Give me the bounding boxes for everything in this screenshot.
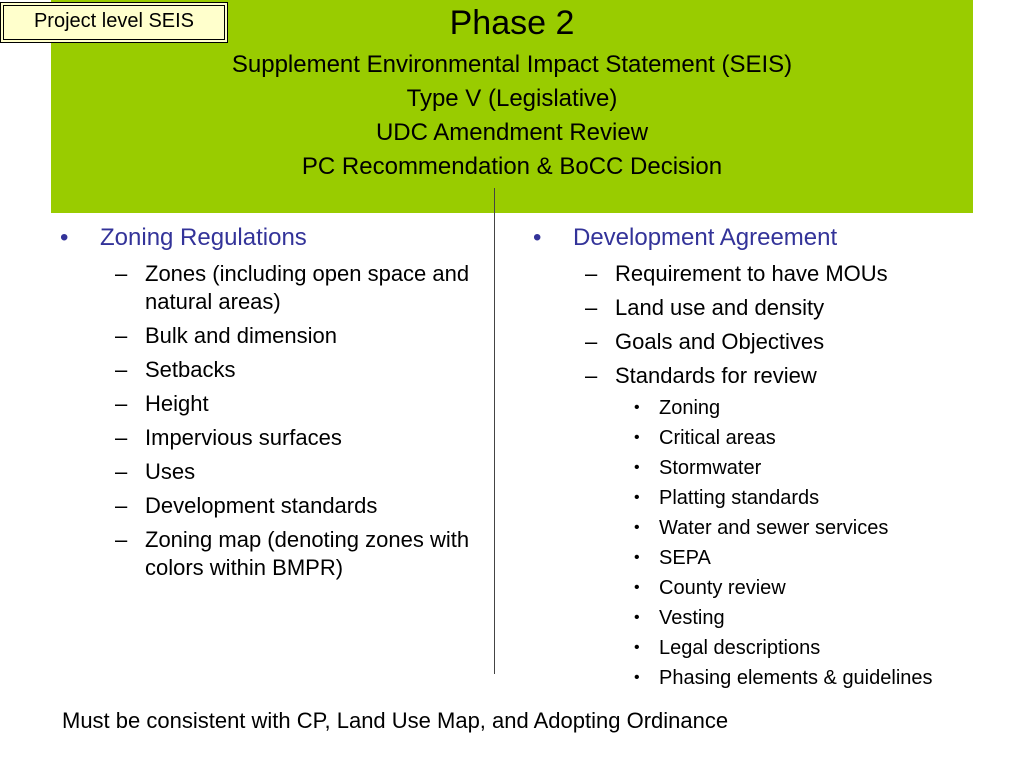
left-heading: [60, 221, 490, 254]
dash-icon: –: [115, 493, 128, 518]
bullet-icon: •: [634, 429, 640, 446]
sub-list-item: [533, 546, 973, 570]
list-item-label: Uses: [145, 459, 196, 484]
dash-icon: –: [115, 459, 128, 484]
list-item: [60, 424, 490, 452]
sub-list-item-label: Stormwater: [659, 457, 762, 479]
subtitle-line: Type V (Legislative): [406, 85, 618, 112]
bullet-icon: •: [634, 459, 640, 476]
footer-note: Must be consistent with CP, Land Use Map, and Adopting Ordinance: [62, 708, 729, 733]
list-item: [60, 356, 490, 384]
dash-icon: –: [585, 295, 598, 320]
bullet-icon: •: [533, 224, 542, 251]
sub-list-item: [533, 396, 973, 420]
list-item: [533, 362, 973, 390]
bullet-icon: •: [60, 224, 69, 251]
sub-list-item-label: Platting standards: [659, 487, 820, 509]
dash-icon: –: [115, 261, 128, 286]
dash-icon: –: [115, 357, 128, 382]
list-item-label: Goals and Objectives: [615, 329, 825, 354]
column-divider: [494, 188, 495, 674]
bullet-icon: •: [634, 669, 640, 686]
slide-subtitle: [51, 48, 973, 184]
sub-list-item: [533, 426, 973, 450]
list-item-label: Bulk and dimension: [145, 323, 338, 348]
bullet-icon: •: [634, 489, 640, 506]
sub-list-item: [533, 456, 973, 480]
bullet-icon: •: [634, 549, 640, 566]
list-item: [60, 322, 490, 350]
bullet-icon: •: [634, 399, 640, 416]
sub-list-item-label: SEPA: [659, 547, 711, 569]
dash-icon: –: [585, 329, 598, 354]
sub-list-item-label: County review: [659, 577, 786, 599]
sub-list-item: [533, 666, 973, 690]
subtitle-line: UDC Amendment Review: [375, 119, 649, 146]
bullet-icon: •: [634, 519, 640, 536]
list-item: [60, 458, 490, 486]
sub-list-item-label: Vesting: [659, 607, 725, 629]
list-item-label: Zones (including open space and natural areas): [145, 261, 470, 314]
left-column: [60, 221, 490, 582]
list-item-label: Height: [145, 391, 209, 416]
sub-list-item-label: Water and sewer services: [659, 517, 889, 539]
bullet-icon: •: [634, 579, 640, 596]
sub-list-item: [533, 606, 973, 630]
dash-icon: –: [585, 363, 598, 388]
list-item-label: Land use and density: [615, 295, 825, 320]
list-item-label: Setbacks: [145, 357, 236, 382]
dash-icon: –: [115, 527, 128, 552]
list-item-label: Standards for review: [615, 363, 817, 388]
bullet-icon: •: [634, 609, 640, 626]
sub-list-item: [533, 486, 973, 510]
list-item: [60, 390, 490, 418]
list-item-label: Zoning map (denoting zones with colors within BMPR): [145, 527, 470, 580]
dash-icon: –: [115, 323, 128, 348]
sub-list-item-label: Critical areas: [659, 427, 776, 449]
left-heading-label: Zoning Regulations: [100, 224, 307, 251]
sub-list-item: [533, 516, 973, 540]
slide-title: Phase 2: [449, 4, 575, 42]
project-level-badge: Project level SEIS: [0, 2, 228, 43]
dash-icon: –: [115, 425, 128, 450]
sub-list-item-label: Zoning: [659, 397, 721, 419]
subtitle-line: PC Recommendation & BoCC Decision: [301, 153, 723, 180]
subtitle-line: Supplement Environmental Impact Statement (SEIS): [231, 51, 793, 78]
list-item: [533, 294, 973, 322]
list-item: [533, 328, 973, 356]
right-heading-label: Development Agreement: [573, 224, 838, 251]
sub-list-item-label: Phasing elements & guidelines: [659, 667, 933, 689]
list-item-label: Impervious surfaces: [145, 425, 342, 450]
list-item-label: Requirement to have MOUs: [615, 261, 888, 286]
list-item: [60, 526, 490, 582]
list-item-label: Development standards: [145, 493, 378, 518]
bullet-icon: •: [634, 639, 640, 656]
right-heading: [533, 221, 973, 254]
sub-list-item: [533, 576, 973, 600]
list-item: [533, 260, 973, 288]
sub-list-item-label: Legal descriptions: [659, 637, 821, 659]
right-column: [533, 221, 973, 690]
dash-icon: –: [585, 261, 598, 286]
list-item: [60, 260, 490, 316]
sub-list-item: [533, 636, 973, 660]
dash-icon: –: [115, 391, 128, 416]
list-item: [60, 492, 490, 520]
